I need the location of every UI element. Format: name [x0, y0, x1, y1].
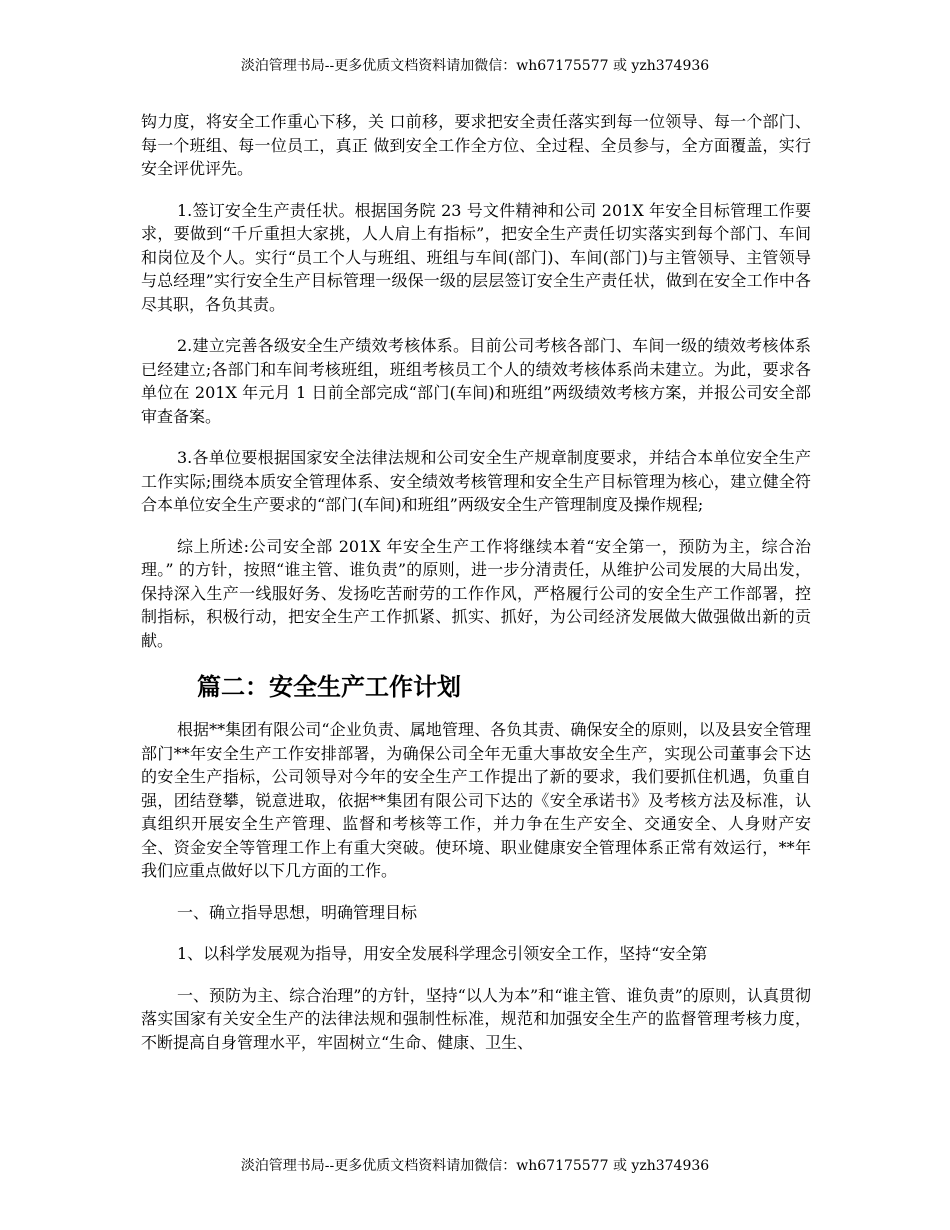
section-heading: 篇二：安全生产工作计划 [197, 673, 461, 701]
document-body [141, 110, 811, 1072]
page-footer: 淡泊管理书局--更多优质文档资料请加微信：wh67175577 或 yzh374936 [240, 1158, 710, 1174]
paragraph-subheading: 一、确立指导思想，明确管理目标 [177, 902, 418, 922]
paragraph-continuation: 钩力度，将安全工作重心下移，关 口前移，要求把安全责任落实到每一位领导、每一个部门、每一个班组、每一位员工，真正 做到安全工作全方位、全过程、全员参与，全方面覆盖，实行安全评优评先。 [141, 112, 811, 178]
paragraph-intro: 根据**集团有限公司“企业负责、属地管理、各负其责、确保安全的原则，以及县安全管理部门**年安全生产工作安排部署，为确保公司全年无重大事故安全生产，实现公司董事会下达的安全生产指标，公司领导对今年的安全生产工作提出了新的要求，我们要抓住机遇，负重自强，团结登攀，锐意进取，依据**集团有限公司下达的《安全承诺书》及考核方法及标准，认真组织开展安全生产管理、监督和考核等工作，并力争在生产安全、交通安全、人身财产安全、资金安全等管理工作上有重大突破。使环境、职业健康安全管理体系正常有效运行，**年我们应重点做好以下几方面的工作。 [141, 720, 811, 880]
paragraph-item-3: 3.各单位要根据国家安全法律法规和公司安全生产规章制度要求，并结合本单位安全生产工作实际;围绕本质安全管理体系、安全绩效考核管理和安全生产目标管理为核心，建立健全符合本单位安全生产要求的“部门(车间)和班组”两级安全生产管理制度及操作规程; [141, 448, 811, 514]
paragraph-point-1-cont: 一、预防为主、综合治理”的方针，坚持“以人为本”和“谁主管、谁负责”的原则，认真贯彻落实国家有关安全生产的法律法规和强制性标准，规范和加强安全生产的监督管理考核力度，不断提高自身管理水平，牢固树立“生命、健康、卫生、 [141, 985, 811, 1052]
paragraph-point-1: 1、以科学发展观为指导，用安全发展科学理念引领安全工作，坚持“安全第 [177, 944, 708, 963]
page-header: 淡泊管理书局--更多优质文档资料请加微信：wh67175577 或 yzh374936 [240, 58, 710, 74]
paragraph-item-2: 2.建立完善各级安全生产绩效考核体系。目前公司考核各部门、车间一级的绩效考核体系已经建立;各部门和车间考核班组，班组考核员工个人的绩效考核体系尚未建立。为此，要求各单位在 201X 年元月 1 日前全部完成“部门(车间)和班组”两级绩效考核方案，并报公司安全部审查备案。 [141, 336, 811, 426]
paragraph-item-1: 1.签订安全生产责任状。根据国务院 23 号文件精神和公司 201X 年安全目标管理工作要求，要做到“千斤重担大家挑，人人肩上有指标”，把安全生产责任切实落实到每个部门、车间和岗位及个人。实行“员工个人与班组、班组与车间(部门)、车间(部门)与主管领导、主管领导与总经理”实行安全生产目标管理一级保一级的层层签订安全生产责任状，做到在安全工作中各尽其职，各负其责。 [141, 200, 811, 314]
paragraph-summary: 综上所述:公司安全部 201X 年安全生产工作将继续本着“安全第一，预防为主，综合治理。” 的方针，按照“谁主管、谁负责”的原则，进一步分清责任，从维护公司发展的大局出发，保持深入生产一线服好务、发扬吃苦耐劳的工作作风，严格履行公司的安全生产工作部署，控制指标，积极行动，把安全生产工作抓紧、抓实、抓好，为公司经济发展做大做强做出新的贡献。 [141, 536, 811, 650]
